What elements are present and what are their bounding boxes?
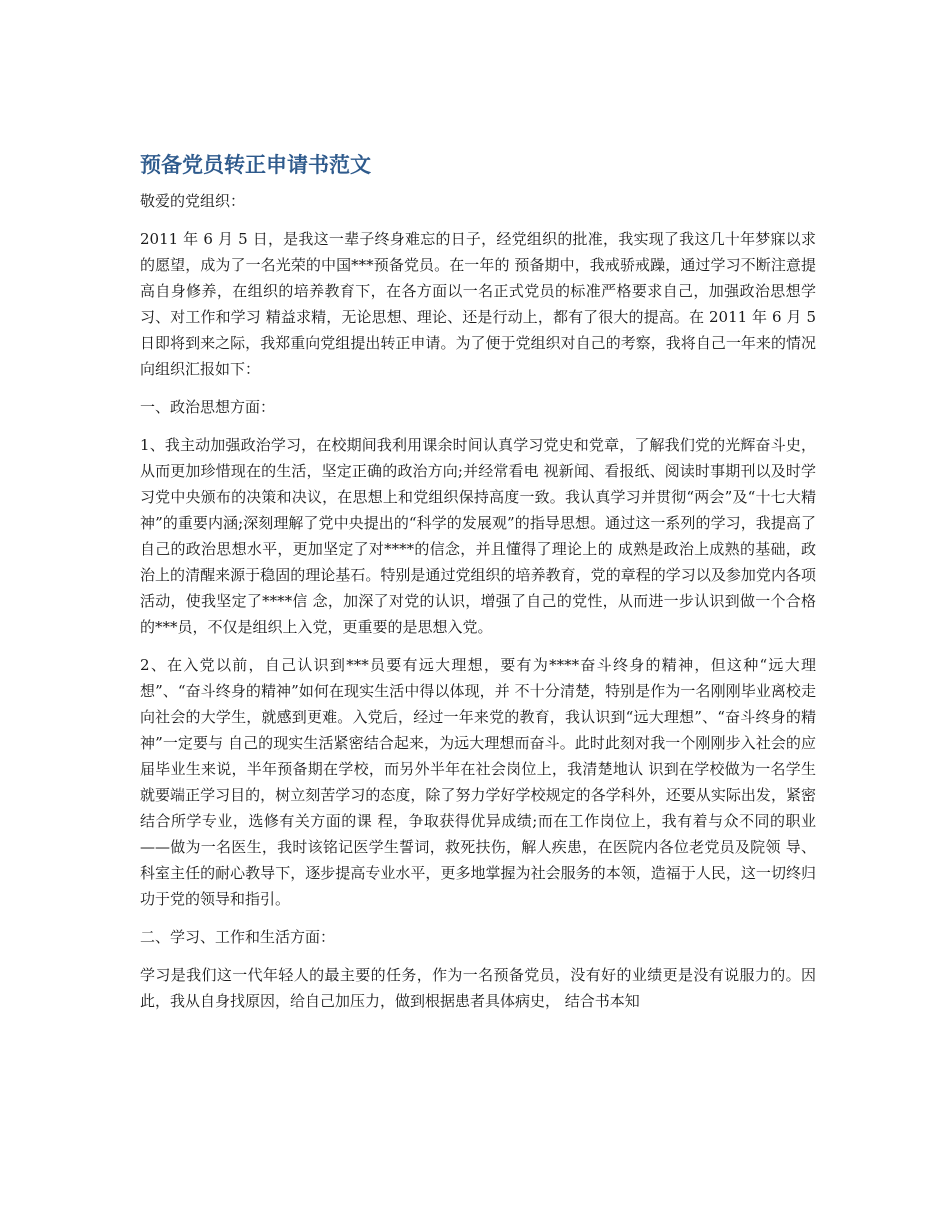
- paragraph-political-1: 1、我主动加强政治学习，在校期间我利用课余时间认真学习党史和党章，了解我们党的光辉奋斗史，从而更加珍惜现在的生活，坚定正确的政治方向;并经常看电 视新闻、看报纸、阅读时事期刊以及时学习党中央颁布的决策和决议，在思想上和党组织保持高度一致。我认真学习并贯彻“两会”及“十七大精神”的重要内涵;深刻理解了党中央提出的“科学的发展观”的指导思想。通过这一系列的学习，我提高了自己的政治思想水平，更加坚定了对****的信念，并且懂得了理论上的 成熟是政治上成熟的基础，政治上的清醒来源于稳固的理论基石。特别是通过党组织的培养教育，党的章程的学习以及参加党内各项活动，使我坚定了****信 念，加深了对党的认识，增强了自己的党性，从而进一步认识到做一个合格的***员，不仅是组织上入党，更重要的是思想入党。: [140, 436, 816, 636]
- section-heading-study-work: 二、学习、工作和生活方面：: [140, 928, 336, 946]
- paragraph-political-2: 2、在入党以前，自己认识到***员要有远大理想，要有为****奋斗终身的精神，但这种“远大理想”、“奋斗终身的精神”如何在现实生活中得以体现，并 不十分清楚，特别是作为一名刚刚毕业离校走向社会的大学生，就感到更难。入党后，经过一年来党的教育，我认识到“远大理想”、“奋斗终身的精神”一定要与 自己的现实生活紧密结合起来，为远大理想而奋斗。此时此刻对我一个刚刚步入社会的应届毕业生来说，半年预备期在学校，而另外半年在社会岗位上，我清楚地认 识到在学校做为一名学生就要端正学习目的，树立刻苦学习的态度，除了努力学好学校规定的各学科外，还要从实际出发，紧密结合所学专业，选修有关方面的课 程，争取获得优异成绩;而在工作岗位上，我有着与众不同的职业——做为一名医生，我时该铭记医学生誓词，救死扶伤，解人疾患，在医院内各位老党员及院领 导、科室主任的耐心教导下，逐步提高专业水平，更多地掌握为社会服务的本领，造福于人民，这一切终归功于党的领导和指引。: [140, 656, 816, 908]
- document-title: 预备党员转正申请书范文: [140, 153, 371, 177]
- salutation: 敬爱的党组织：: [140, 192, 246, 210]
- paragraph-study: 学习是我们这一代年轻人的最主要的任务，作为一名预备党员，没有好的业绩更是没有说服力的。因此，我从自身找原因，给自己加压力，做到根据患者具体病史， 结合书本知: [140, 966, 816, 1010]
- section-heading-political: 一、政治思想方面：: [140, 398, 276, 416]
- paragraph-intro: 2011 年 6 月 5 日，是我这一辈子终身难忘的日子，经党组织的批准，我实现了我这几十年梦寐以求的愿望，成为了一名光荣的中国***预备党员。在一年的 预备期中，我戒骄戒躁，通过学习不断注意提高自身修养，在组织的培养教育下，在各方面以一名正式党员的标准严格要求自己，加强政治思想学习、对工作和学习 精益求精，无论思想、理论、还是行动上，都有了很大的提高。在 2011 年 6 月 5 日即将到来之际，我郑重向党组提出转正申请。为了便于党组织对自己的考察，我将自己一年来的情况向组织汇报如下：: [140, 230, 816, 378]
